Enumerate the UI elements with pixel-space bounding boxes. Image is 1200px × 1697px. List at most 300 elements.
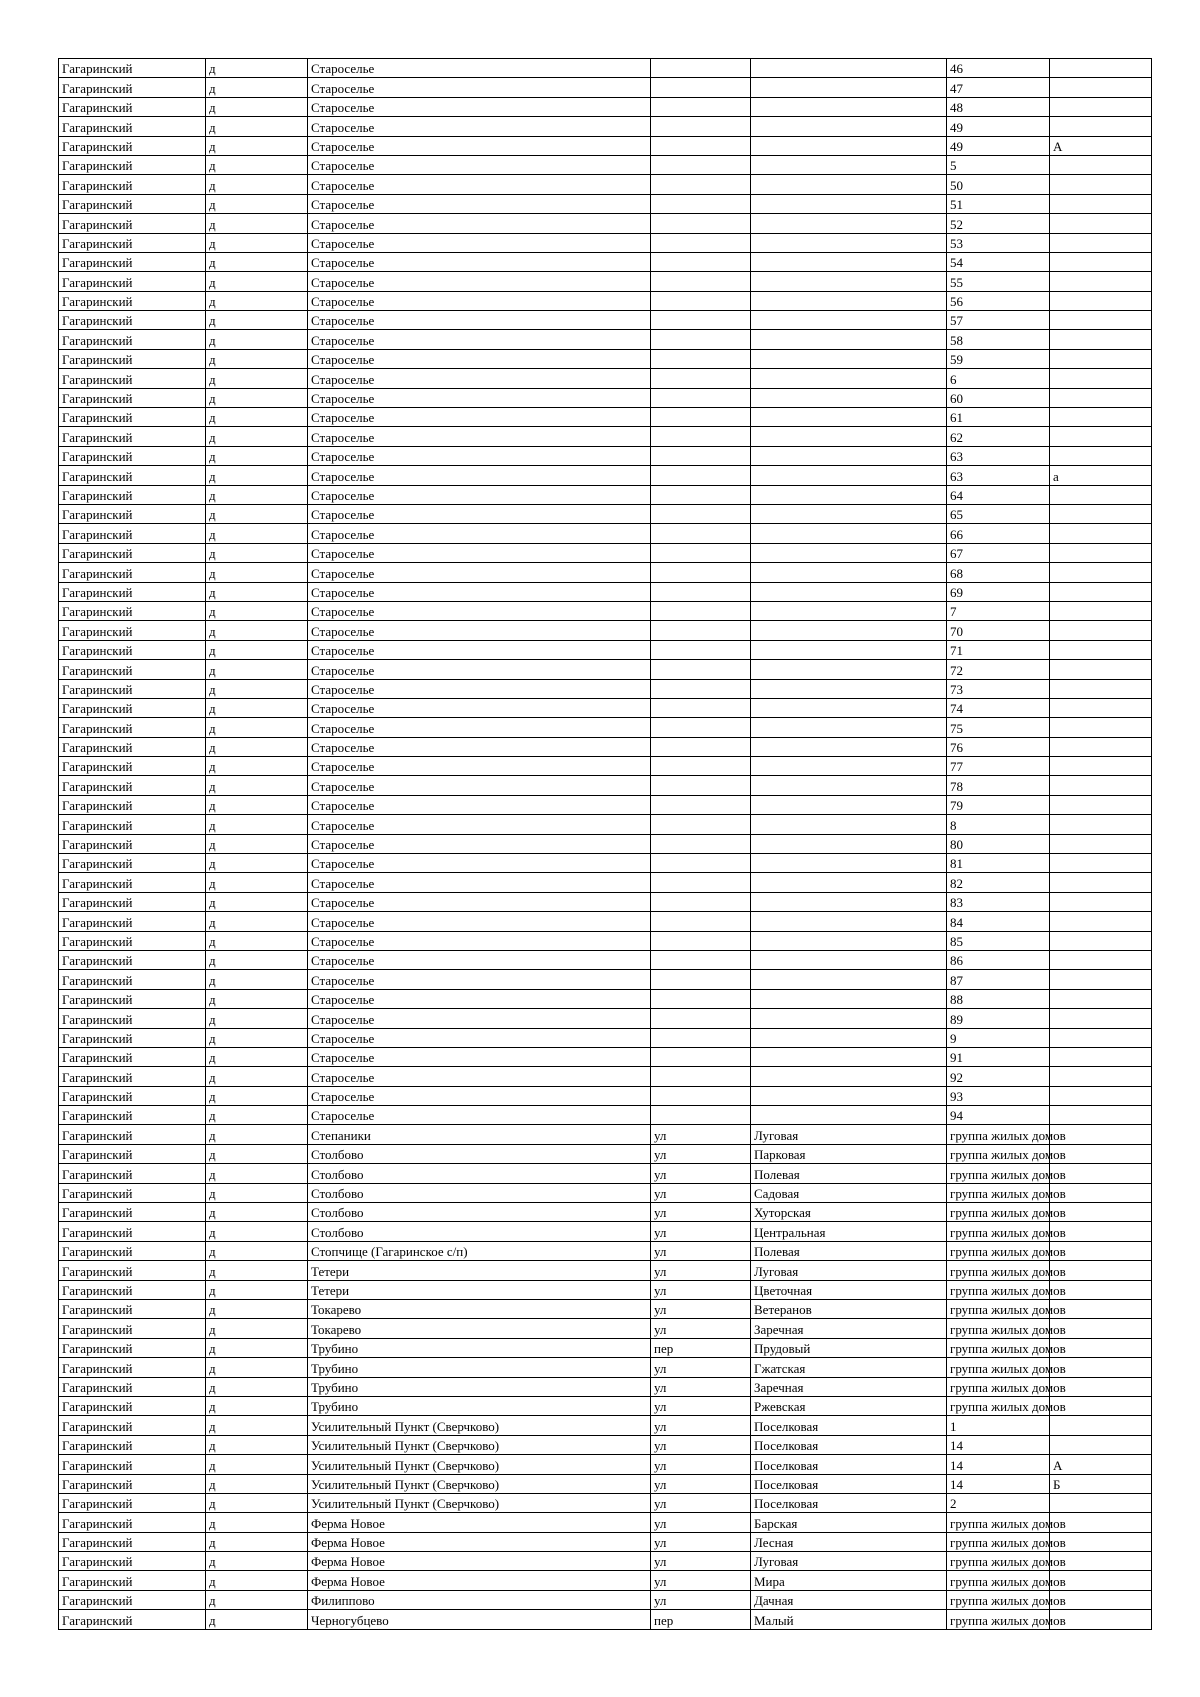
table-row <box>59 1455 1152 1474</box>
cell-street-type <box>651 718 751 737</box>
cell-settlement: Староселье <box>308 466 651 485</box>
cell-street-type: ул <box>651 1319 751 1338</box>
cell-district: Гагаринский <box>59 233 206 252</box>
table-row <box>59 718 1152 737</box>
cell-house: 14 <box>947 1435 1050 1454</box>
cell-house: 5 <box>947 155 1050 174</box>
cell-house: группа жилых домов <box>947 1513 1050 1532</box>
table-row <box>59 1241 1152 1260</box>
cell-settlement-type: д <box>206 1358 308 1377</box>
cell-street-type <box>651 543 751 562</box>
cell-district: Гагаринский <box>59 175 206 194</box>
cell-street <box>751 834 947 853</box>
cell-house: 7 <box>947 601 1050 620</box>
table-row <box>59 1474 1152 1493</box>
cell-street-type <box>651 1067 751 1086</box>
cell-settlement: Ферма Новое <box>308 1552 651 1571</box>
cell-district: Гагаринский <box>59 1086 206 1105</box>
cell-house: группа жилых домов <box>947 1164 1050 1183</box>
table-row <box>59 1319 1152 1338</box>
cell-district: Гагаринский <box>59 873 206 892</box>
table-row <box>59 1047 1152 1066</box>
cell-settlement: Староселье <box>308 233 651 252</box>
cell-district: Гагаринский <box>59 640 206 659</box>
cell-settlement-type: д <box>206 1455 308 1474</box>
cell-settlement-type: д <box>206 1125 308 1144</box>
cell-street: Луговая <box>751 1261 947 1280</box>
cell-district: Гагаринский <box>59 504 206 523</box>
cell-district: Гагаринский <box>59 1144 206 1163</box>
cell-settlement: Староселье <box>308 757 651 776</box>
cell-settlement: Староселье <box>308 892 651 911</box>
cell-street <box>751 349 947 368</box>
cell-street-type: ул <box>651 1300 751 1319</box>
cell-district: Гагаринский <box>59 989 206 1008</box>
document-page <box>58 58 1151 1630</box>
cell-district: Гагаринский <box>59 349 206 368</box>
cell-street-type <box>651 912 751 931</box>
table-row <box>59 97 1152 116</box>
cell-house: 79 <box>947 795 1050 814</box>
cell-settlement: Староселье <box>308 214 651 233</box>
cell-house: 69 <box>947 582 1050 601</box>
cell-street-type: ул <box>651 1203 751 1222</box>
table-row <box>59 155 1152 174</box>
cell-district: Гагаринский <box>59 892 206 911</box>
cell-house: 83 <box>947 892 1050 911</box>
cell-settlement-type: д <box>206 1300 308 1319</box>
cell-house: группа жилых домов <box>947 1358 1050 1377</box>
cell-settlement: Староселье <box>308 59 651 78</box>
cell-district: Гагаринский <box>59 1513 206 1532</box>
cell-street-type <box>651 679 751 698</box>
cell-house-letter <box>1050 291 1152 310</box>
cell-house: 8 <box>947 815 1050 834</box>
cell-house: 87 <box>947 970 1050 989</box>
cell-street-type <box>651 349 751 368</box>
cell-house: 94 <box>947 1106 1050 1125</box>
cell-street-type <box>651 970 751 989</box>
cell-house-letter <box>1050 1047 1152 1066</box>
cell-settlement-type: д <box>206 1241 308 1260</box>
cell-street: Луговая <box>751 1552 947 1571</box>
cell-settlement: Усилительный Пункт (Сверчково) <box>308 1435 651 1454</box>
cell-settlement-type: д <box>206 1144 308 1163</box>
cell-house-letter <box>1050 485 1152 504</box>
cell-street <box>751 427 947 446</box>
cell-street <box>751 504 947 523</box>
cell-district: Гагаринский <box>59 136 206 155</box>
cell-district: Гагаринский <box>59 718 206 737</box>
cell-settlement-type: д <box>206 233 308 252</box>
cell-house: группа жилых домов <box>947 1280 1050 1299</box>
cell-street <box>751 815 947 834</box>
cell-house-letter <box>1050 873 1152 892</box>
cell-district: Гагаринский <box>59 1261 206 1280</box>
cell-street-type: пер <box>651 1610 751 1629</box>
cell-street: Заречная <box>751 1377 947 1396</box>
cell-street: Мира <box>751 1571 947 1590</box>
cell-street-type <box>651 291 751 310</box>
cell-house-letter <box>1050 446 1152 465</box>
cell-house-letter <box>1050 892 1152 911</box>
cell-street-type: ул <box>651 1590 751 1609</box>
cell-house-letter <box>1050 989 1152 1008</box>
cell-settlement: Староселье <box>308 175 651 194</box>
cell-district: Гагаринский <box>59 524 206 543</box>
cell-house-letter <box>1050 427 1152 446</box>
cell-street: Прудовый <box>751 1338 947 1357</box>
cell-settlement: Тетери <box>308 1280 651 1299</box>
cell-settlement-type: д <box>206 1338 308 1357</box>
cell-house-letter <box>1050 1106 1152 1125</box>
cell-house: 67 <box>947 543 1050 562</box>
cell-house-letter <box>1050 1086 1152 1105</box>
cell-settlement: Ферма Новое <box>308 1513 651 1532</box>
cell-settlement-type: д <box>206 369 308 388</box>
cell-street-type <box>651 601 751 620</box>
cell-settlement: Староселье <box>308 369 651 388</box>
cell-street: Садовая <box>751 1183 947 1202</box>
cell-street-type <box>651 1086 751 1105</box>
cell-street-type <box>651 834 751 853</box>
cell-district: Гагаринский <box>59 776 206 795</box>
cell-street-type <box>651 311 751 330</box>
cell-house: 46 <box>947 59 1050 78</box>
cell-house-letter <box>1050 640 1152 659</box>
cell-house-letter <box>1050 1435 1152 1454</box>
cell-street <box>751 873 947 892</box>
cell-district: Гагаринский <box>59 1590 206 1609</box>
cell-settlement: Староселье <box>308 582 651 601</box>
cell-street <box>751 698 947 717</box>
cell-settlement-type: д <box>206 989 308 1008</box>
cell-street-type: ул <box>651 1183 751 1202</box>
cell-settlement-type: д <box>206 1396 308 1415</box>
cell-house: 63 <box>947 466 1050 485</box>
cell-house: 81 <box>947 854 1050 873</box>
table-row <box>59 563 1152 582</box>
table-row <box>59 621 1152 640</box>
table-row <box>59 369 1152 388</box>
cell-settlement: Староселье <box>308 524 651 543</box>
cell-settlement-type: д <box>206 59 308 78</box>
cell-district: Гагаринский <box>59 446 206 465</box>
cell-district: Гагаринский <box>59 78 206 97</box>
cell-house: 75 <box>947 718 1050 737</box>
cell-street <box>751 950 947 969</box>
cell-district: Гагаринский <box>59 1532 206 1551</box>
table-row <box>59 233 1152 252</box>
cell-district: Гагаринский <box>59 485 206 504</box>
cell-house-letter <box>1050 737 1152 756</box>
cell-settlement-type: д <box>206 291 308 310</box>
cell-house-letter <box>1050 1009 1152 1028</box>
table-row <box>59 1261 1152 1280</box>
cell-street: Малый <box>751 1610 947 1629</box>
cell-street <box>751 1047 947 1066</box>
table-row <box>59 679 1152 698</box>
table-row <box>59 543 1152 562</box>
cell-settlement: Столбово <box>308 1222 651 1241</box>
cell-street: Полевая <box>751 1241 947 1260</box>
cell-house: 74 <box>947 698 1050 717</box>
table-row <box>59 834 1152 853</box>
cell-street: Поселковая <box>751 1416 947 1435</box>
table-row <box>59 931 1152 950</box>
cell-settlement: Староселье <box>308 1086 651 1105</box>
cell-house: группа жилых домов <box>947 1261 1050 1280</box>
cell-house-letter <box>1050 388 1152 407</box>
cell-settlement: Староселье <box>308 640 651 659</box>
cell-district: Гагаринский <box>59 601 206 620</box>
cell-house: 76 <box>947 737 1050 756</box>
cell-street <box>751 330 947 349</box>
cell-street-type: ул <box>651 1493 751 1512</box>
cell-house: 2 <box>947 1493 1050 1512</box>
cell-district: Гагаринский <box>59 291 206 310</box>
cell-house-letter <box>1050 272 1152 291</box>
cell-house-letter <box>1050 349 1152 368</box>
cell-street <box>751 795 947 814</box>
cell-house: 72 <box>947 660 1050 679</box>
cell-street <box>751 679 947 698</box>
cell-street <box>751 621 947 640</box>
cell-street: Центральная <box>751 1222 947 1241</box>
cell-street <box>751 155 947 174</box>
cell-settlement-type: д <box>206 1513 308 1532</box>
cell-district: Гагаринский <box>59 408 206 427</box>
cell-street <box>751 408 947 427</box>
cell-street <box>751 1009 947 1028</box>
cell-district: Гагаринский <box>59 1009 206 1028</box>
cell-settlement-type: д <box>206 78 308 97</box>
cell-house-letter <box>1050 311 1152 330</box>
cell-settlement: Староселье <box>308 621 651 640</box>
cell-house-letter <box>1050 815 1152 834</box>
cell-street: Барская <box>751 1513 947 1532</box>
table-row <box>59 1222 1152 1241</box>
cell-house: 61 <box>947 408 1050 427</box>
cell-settlement: Староселье <box>308 698 651 717</box>
cell-street-type: ул <box>651 1435 751 1454</box>
cell-settlement: Староселье <box>308 970 651 989</box>
cell-house: 92 <box>947 1067 1050 1086</box>
cell-settlement-type: д <box>206 1610 308 1629</box>
cell-street <box>751 272 947 291</box>
cell-district: Гагаринский <box>59 582 206 601</box>
cell-settlement: Тетери <box>308 1261 651 1280</box>
cell-settlement-type: д <box>206 1164 308 1183</box>
cell-street <box>751 388 947 407</box>
cell-street: Парковая <box>751 1144 947 1163</box>
cell-district: Гагаринский <box>59 1125 206 1144</box>
cell-house-letter <box>1050 1416 1152 1435</box>
cell-street: Лесная <box>751 1532 947 1551</box>
cell-street-type <box>651 757 751 776</box>
cell-settlement: Староселье <box>308 950 651 969</box>
cell-street-type <box>651 660 751 679</box>
cell-district: Гагаринский <box>59 369 206 388</box>
cell-settlement: Староселье <box>308 1067 651 1086</box>
cell-house: 57 <box>947 311 1050 330</box>
cell-district: Гагаринский <box>59 854 206 873</box>
table-row <box>59 950 1152 969</box>
cell-street-type <box>651 1009 751 1028</box>
cell-street-type: ул <box>651 1280 751 1299</box>
cell-district: Гагаринский <box>59 1203 206 1222</box>
table-row <box>59 1144 1152 1163</box>
cell-district: Гагаринский <box>59 970 206 989</box>
cell-settlement-type: д <box>206 252 308 271</box>
cell-settlement: Староселье <box>308 989 651 1008</box>
cell-house: группа жилых домов <box>947 1319 1050 1338</box>
table-row <box>59 349 1152 368</box>
table-row <box>59 1552 1152 1571</box>
table-row <box>59 1028 1152 1047</box>
cell-street-type <box>651 931 751 950</box>
cell-settlement-type: д <box>206 1028 308 1047</box>
cell-street-type: ул <box>651 1144 751 1163</box>
cell-house-letter <box>1050 524 1152 543</box>
cell-house-letter <box>1050 679 1152 698</box>
cell-settlement-type: д <box>206 795 308 814</box>
cell-house-letter: а <box>1050 466 1152 485</box>
cell-street-type <box>651 272 751 291</box>
cell-street <box>751 59 947 78</box>
cell-street-type <box>651 640 751 659</box>
cell-house: 9 <box>947 1028 1050 1047</box>
table-row <box>59 1493 1152 1512</box>
cell-house: 1 <box>947 1416 1050 1435</box>
cell-settlement-type: д <box>206 854 308 873</box>
cell-district: Гагаринский <box>59 950 206 969</box>
cell-house: 54 <box>947 252 1050 271</box>
cell-street: Ржевская <box>751 1396 947 1415</box>
table-row <box>59 504 1152 523</box>
cell-house-letter <box>1050 194 1152 213</box>
table-row <box>59 1203 1152 1222</box>
cell-street-type <box>651 408 751 427</box>
cell-street <box>751 601 947 620</box>
cell-house: 65 <box>947 504 1050 523</box>
cell-settlement-type: д <box>206 1183 308 1202</box>
cell-settlement-type: д <box>206 950 308 969</box>
cell-street-type: ул <box>651 1513 751 1532</box>
cell-street <box>751 117 947 136</box>
cell-house-letter <box>1050 97 1152 116</box>
cell-settlement-type: д <box>206 427 308 446</box>
cell-settlement: Усилительный Пункт (Сверчково) <box>308 1474 651 1493</box>
cell-district: Гагаринский <box>59 1416 206 1435</box>
cell-house: 66 <box>947 524 1050 543</box>
cell-house-letter <box>1050 155 1152 174</box>
cell-house: 51 <box>947 194 1050 213</box>
cell-street: Полевая <box>751 1164 947 1183</box>
cell-street <box>751 757 947 776</box>
cell-street-type: пер <box>651 1338 751 1357</box>
cell-house-letter <box>1050 757 1152 776</box>
cell-street <box>751 252 947 271</box>
cell-district: Гагаринский <box>59 97 206 116</box>
cell-street <box>751 291 947 310</box>
cell-house-letter <box>1050 601 1152 620</box>
cell-district: Гагаринский <box>59 194 206 213</box>
cell-district: Гагаринский <box>59 1183 206 1202</box>
cell-house: 49 <box>947 117 1050 136</box>
cell-settlement-type: д <box>206 1552 308 1571</box>
cell-settlement-type: д <box>206 1067 308 1086</box>
cell-settlement: Стопчище (Гагаринское с/п) <box>308 1241 651 1260</box>
cell-district: Гагаринский <box>59 679 206 698</box>
cell-settlement: Староселье <box>308 679 651 698</box>
cell-settlement: Староселье <box>308 660 651 679</box>
cell-settlement-type: д <box>206 349 308 368</box>
cell-street <box>751 989 947 1008</box>
cell-street-type: ул <box>651 1571 751 1590</box>
cell-street-type <box>651 369 751 388</box>
cell-street <box>751 194 947 213</box>
cell-street-type <box>651 388 751 407</box>
cell-district: Гагаринский <box>59 698 206 717</box>
cell-house-letter <box>1050 621 1152 640</box>
table-row <box>59 795 1152 814</box>
cell-settlement: Трубино <box>308 1396 651 1415</box>
cell-settlement-type: д <box>206 1261 308 1280</box>
table-row <box>59 660 1152 679</box>
cell-house: 77 <box>947 757 1050 776</box>
cell-house: группа жилых домов <box>947 1396 1050 1415</box>
cell-street: Поселковая <box>751 1493 947 1512</box>
cell-district: Гагаринский <box>59 1493 206 1512</box>
table-row <box>59 485 1152 504</box>
cell-district: Гагаринский <box>59 1435 206 1454</box>
cell-street <box>751 854 947 873</box>
cell-street <box>751 1106 947 1125</box>
cell-street-type <box>651 59 751 78</box>
cell-settlement: Староселье <box>308 563 651 582</box>
cell-settlement-type: д <box>206 873 308 892</box>
table-row <box>59 989 1152 1008</box>
table-row <box>59 912 1152 931</box>
cell-district: Гагаринский <box>59 117 206 136</box>
cell-house: группа жилых домов <box>947 1571 1050 1590</box>
cell-settlement-type: д <box>206 1435 308 1454</box>
table-row <box>59 892 1152 911</box>
table-row <box>59 1067 1152 1086</box>
cell-street-type <box>651 815 751 834</box>
cell-settlement: Черногубцево <box>308 1610 651 1629</box>
cell-settlement: Староселье <box>308 155 651 174</box>
cell-settlement: Ферма Новое <box>308 1571 651 1590</box>
cell-settlement: Староселье <box>308 194 651 213</box>
cell-house: группа жилых домов <box>947 1183 1050 1202</box>
cell-street-type <box>651 698 751 717</box>
cell-street-type: ул <box>651 1455 751 1474</box>
cell-street <box>751 660 947 679</box>
cell-house-letter <box>1050 970 1152 989</box>
cell-settlement: Староселье <box>308 272 651 291</box>
cell-street <box>751 1028 947 1047</box>
cell-street-type: ул <box>651 1416 751 1435</box>
cell-street-type <box>651 1028 751 1047</box>
cell-street-type: ул <box>651 1532 751 1551</box>
cell-street <box>751 136 947 155</box>
cell-district: Гагаринский <box>59 1377 206 1396</box>
cell-settlement-type: д <box>206 1222 308 1241</box>
cell-house-letter <box>1050 543 1152 562</box>
cell-street: Луговая <box>751 1125 947 1144</box>
